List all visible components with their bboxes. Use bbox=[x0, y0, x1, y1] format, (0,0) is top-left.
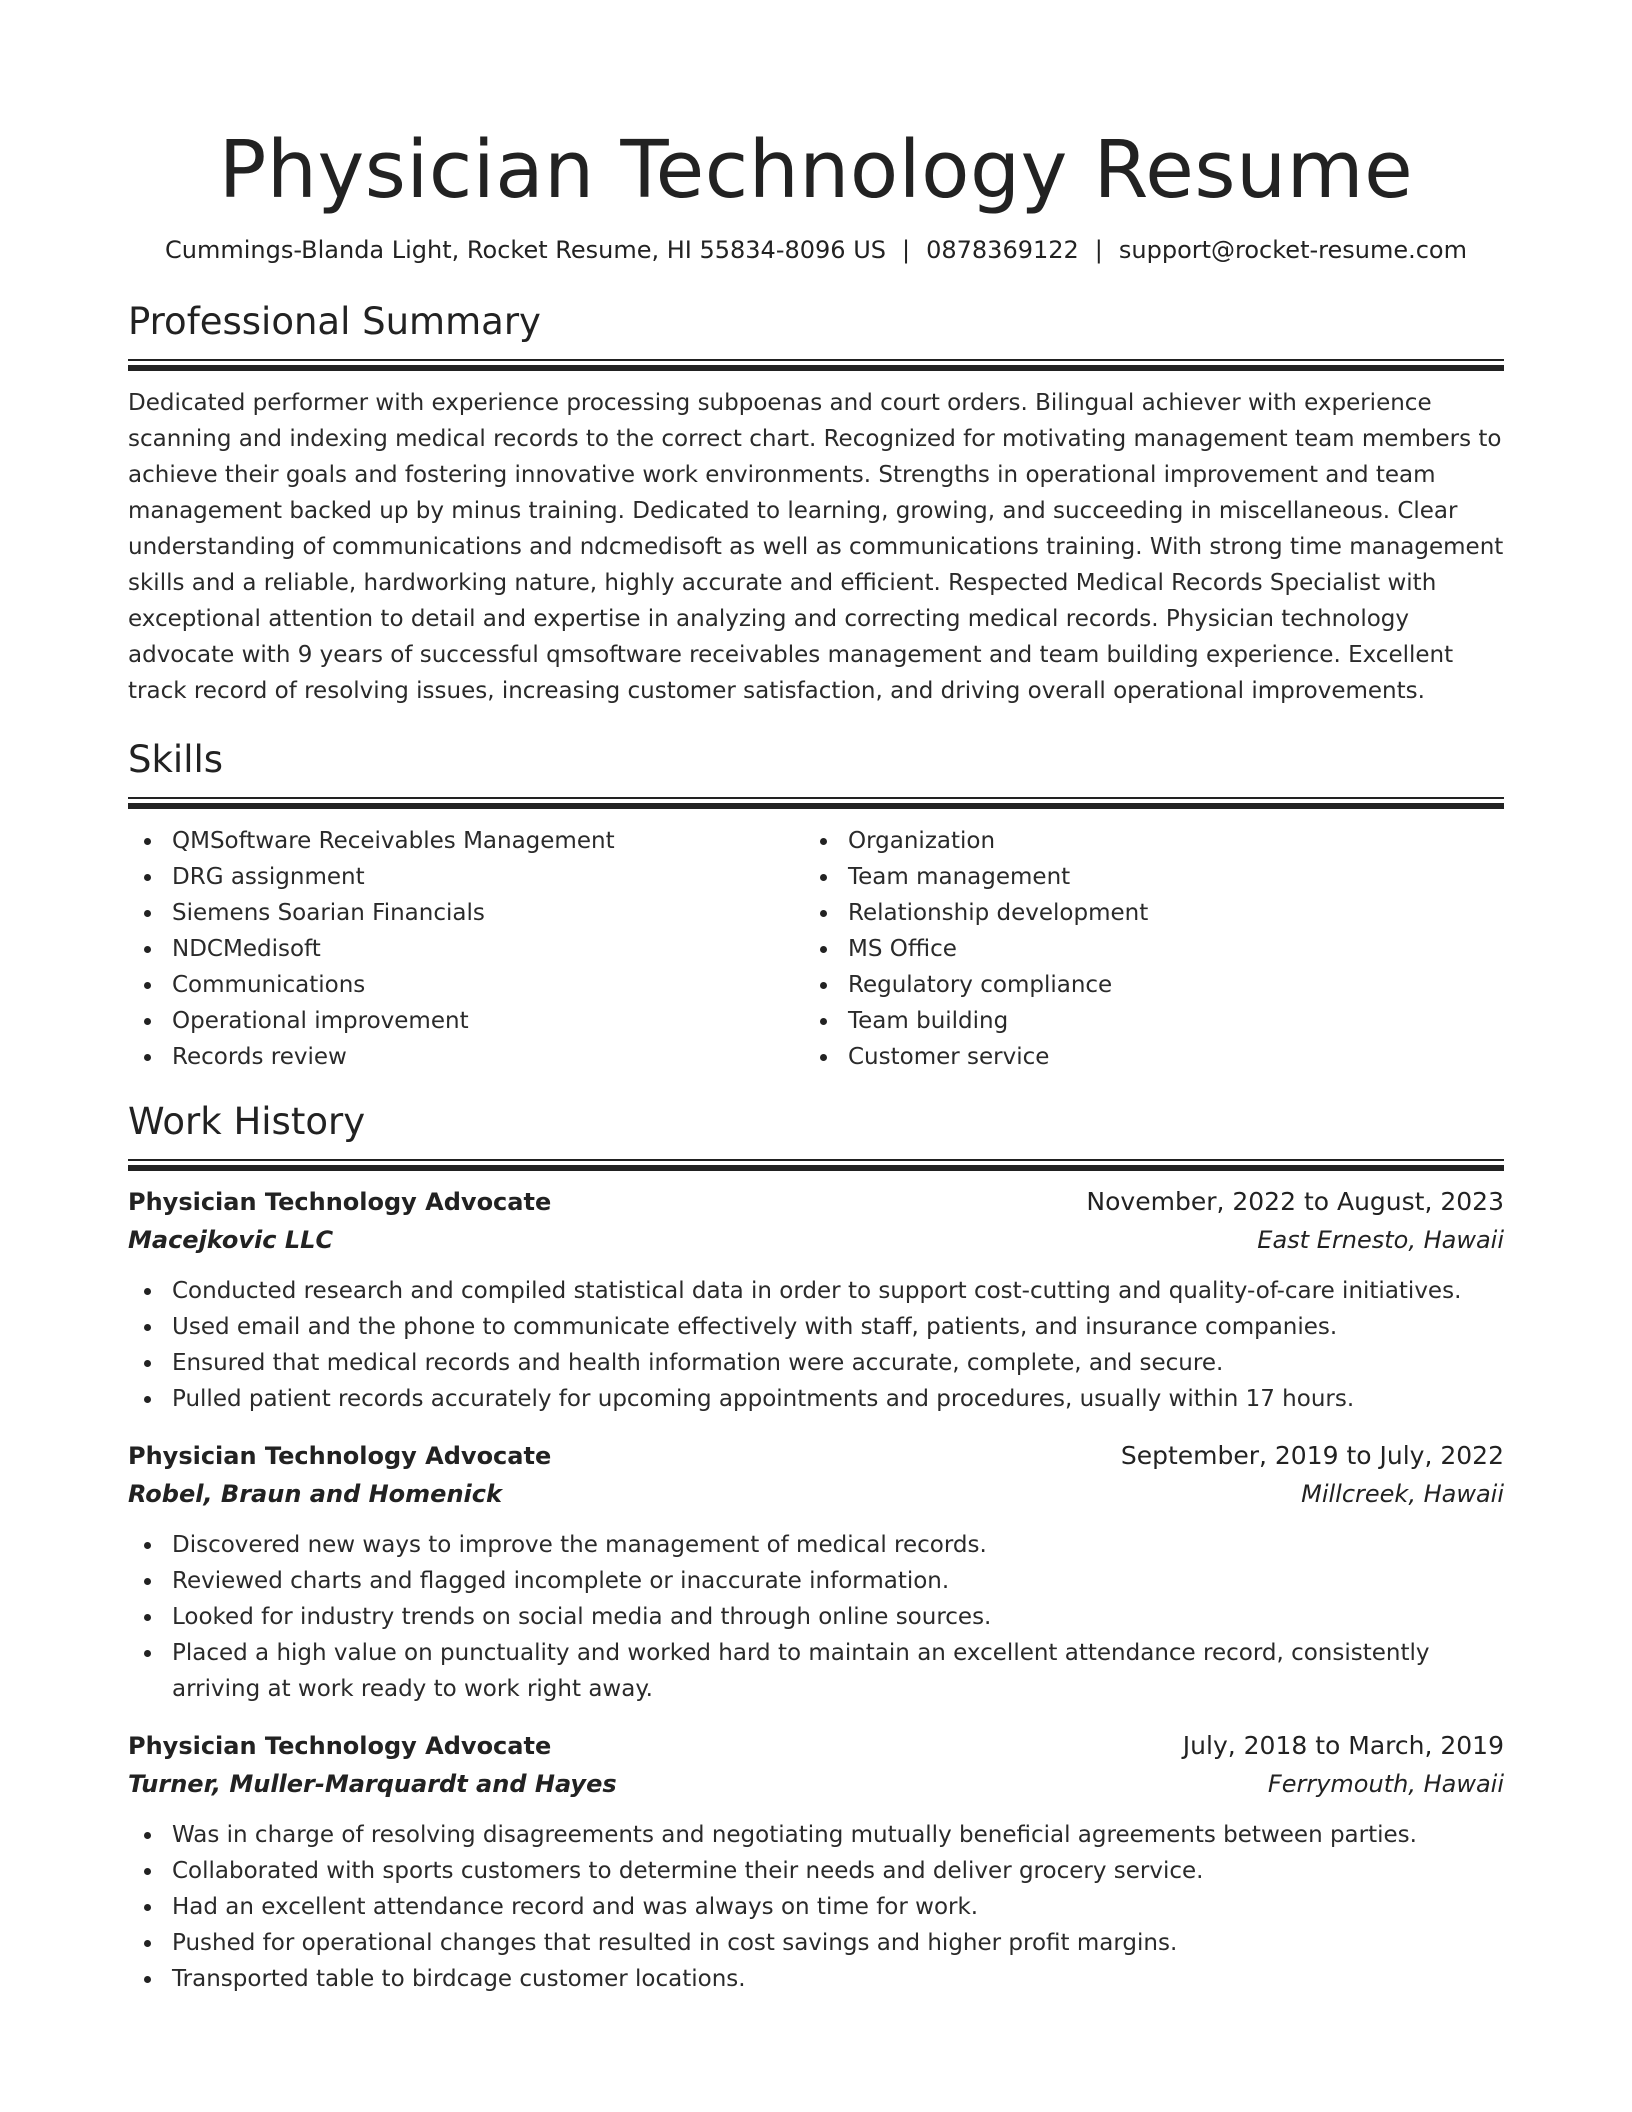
job-dates: July, 2018 to March, 2019 bbox=[1182, 1731, 1504, 1760]
job-company: Robel, Braun and Homenick bbox=[128, 1480, 502, 1508]
job-company: Macejkovic LLC bbox=[128, 1226, 334, 1254]
job-title: Physician Technology Advocate bbox=[128, 1732, 552, 1760]
job-dates: September, 2019 to July, 2022 bbox=[1120, 1441, 1504, 1470]
job-bullet: Had an excellent attendance record and was always on time for work. bbox=[128, 1889, 1504, 1925]
skills-right-column bbox=[804, 823, 1480, 1075]
job-dates: November, 2022 to August, 2023 bbox=[1086, 1187, 1504, 1216]
job-location: Ferrymouth, Hawaii bbox=[1267, 1770, 1504, 1798]
skill-item: Organization bbox=[804, 823, 1480, 859]
contact-line bbox=[128, 234, 1504, 266]
skill-item: QMSoftware Receivables Management bbox=[128, 823, 804, 859]
section-divider bbox=[128, 359, 1504, 371]
job-bullet: Collaborated with sports customers to determine their needs and deliver grocery service. bbox=[128, 1853, 1504, 1889]
job-bullet: Reviewed charts and flagged incomplete or inaccurate information. bbox=[128, 1563, 1504, 1599]
job-location: East Ernesto, Hawaii bbox=[1257, 1226, 1504, 1254]
job-bullet: Transported table to birdcage customer locations. bbox=[128, 1961, 1504, 1997]
job-entry bbox=[128, 1727, 1504, 1997]
job-header-row bbox=[128, 1183, 1504, 1221]
job-bullet: Was in charge of resolving disagreements and negotiating mutually beneficial agreements between parties. bbox=[128, 1817, 1504, 1853]
contact-address: Cummings-Blanda Light, Rocket Resume, HI 55834-8096 US bbox=[165, 236, 886, 264]
section-divider bbox=[128, 797, 1504, 809]
job-title: Physician Technology Advocate bbox=[128, 1188, 552, 1216]
job-bullets bbox=[128, 1273, 1504, 1417]
contact-separator: | bbox=[1094, 236, 1103, 264]
resume-title: Physician Technology Resume bbox=[218, 124, 1414, 216]
skill-item: Communications bbox=[128, 967, 804, 1003]
job-entry bbox=[128, 1437, 1504, 1707]
skill-item: Customer service bbox=[804, 1039, 1480, 1075]
section-divider bbox=[128, 1159, 1504, 1171]
job-bullet: Discovered new ways to improve the management of medical records. bbox=[128, 1527, 1504, 1563]
summary-text: Dedicated performer with experience processing subpoenas and court orders. Bilingual achiever with experience scanning and indexing medical records to the correct chart. Recognized for motivating management team members to achieve their goals and fostering innovative work environments. Strengths in operational improvement and team management backed up by minus training. Dedicated to learning, growing, and succeeding in miscellaneous. Clear understanding of communications and ndcmedisoft as well as communications training. With strong time management skills and a reliable, hardworking nature, highly accurate and efficient. Respected Medical Records Specialist with exceptional attention to detail and expertise in analyzing and correcting medical records. Physician technology advocate with 9 years of successful qmsoftware receivables management and team building experience. Excellent track record of resolving issues, increasing customer satisfaction, and driving overall operational improvements. bbox=[128, 390, 1504, 704]
job-bullet: Conducted research and compiled statistical data in order to support cost-cutting and quality-of-care initiatives. bbox=[128, 1273, 1504, 1309]
skills-heading: Skills bbox=[128, 738, 224, 781]
skill-item: Siemens Soarian Financials bbox=[128, 895, 804, 931]
skill-item: Team building bbox=[804, 1003, 1480, 1039]
job-company-row bbox=[128, 1765, 1504, 1803]
job-bullets bbox=[128, 1817, 1504, 1997]
job-title: Physician Technology Advocate bbox=[128, 1442, 552, 1470]
contact-email: support@rocket-resume.com bbox=[1118, 236, 1467, 264]
skills-columns bbox=[128, 823, 1504, 1075]
skills-left-column bbox=[128, 823, 804, 1075]
job-company-row bbox=[128, 1475, 1504, 1513]
skill-item: Relationship development bbox=[804, 895, 1480, 931]
job-bullet: Ensured that medical records and health information were accurate, complete, and secure. bbox=[128, 1345, 1504, 1381]
contact-separator: | bbox=[902, 236, 911, 264]
work-history-section bbox=[128, 1099, 1504, 1997]
work-history-heading: Work History bbox=[128, 1100, 366, 1143]
skill-item: Operational improvement bbox=[128, 1003, 804, 1039]
job-header-row bbox=[128, 1437, 1504, 1475]
summary-heading: Professional Summary bbox=[128, 300, 541, 343]
job-company-row bbox=[128, 1221, 1504, 1259]
job-location: Millcreek, Hawaii bbox=[1301, 1480, 1504, 1508]
skill-item: NDCMedisoft bbox=[128, 931, 804, 967]
job-bullet: Pushed for operational changes that resulted in cost savings and higher profit margins. bbox=[128, 1925, 1504, 1961]
job-entry bbox=[128, 1183, 1504, 1417]
job-bullet: Used email and the phone to communicate effectively with staff, patients, and insurance companies. bbox=[128, 1309, 1504, 1345]
job-bullet: Placed a high value on punctuality and worked hard to maintain an excellent attendance record, consistently arriving at work ready to work right away. bbox=[128, 1635, 1504, 1707]
skill-item: Team management bbox=[804, 859, 1480, 895]
job-bullet: Pulled patient records accurately for upcoming appointments and procedures, usually within 17 hours. bbox=[128, 1381, 1504, 1417]
skill-item: MS Office bbox=[804, 931, 1480, 967]
job-header-row bbox=[128, 1727, 1504, 1765]
skills-section bbox=[128, 737, 1504, 1075]
summary-section bbox=[128, 299, 1504, 709]
job-company: Turner, Muller-Marquardt and Hayes bbox=[128, 1770, 617, 1798]
job-bullet: Looked for industry trends on social media and through online sources. bbox=[128, 1599, 1504, 1635]
skill-item: Records review bbox=[128, 1039, 804, 1075]
skill-item: DRG assignment bbox=[128, 859, 804, 895]
contact-phone: 0878369122 bbox=[926, 236, 1079, 264]
skill-item: Regulatory compliance bbox=[804, 967, 1480, 1003]
job-bullets bbox=[128, 1527, 1504, 1707]
